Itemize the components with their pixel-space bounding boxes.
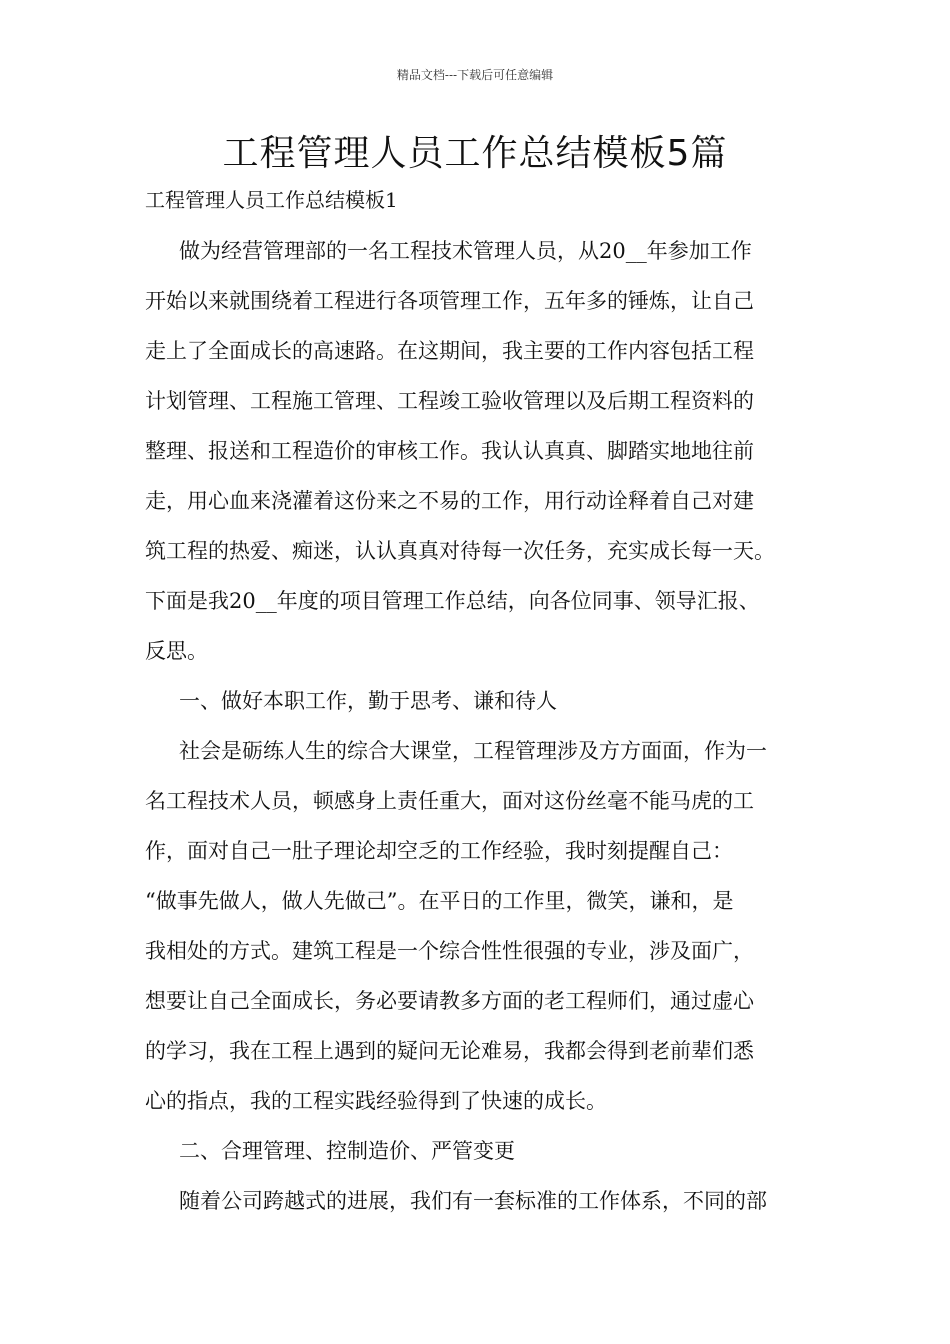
text-line: 名工程技术人员，顿感身上责任重大，面对这份丝毫不能马虎的工	[145, 789, 754, 813]
text-line: 筑工程的热爱、痴迷，认认真真对待每一次任务，充实成长每一天。	[145, 539, 775, 563]
header-note: 精品文档---下载后可任意编辑	[396, 68, 554, 82]
text-line: 二、合理管理、控制造价、严管变更	[179, 1139, 515, 1163]
text-line: 想要让自己全面成长，务必要请教多方面的老工程师们，通过虚心	[145, 989, 754, 1013]
text-line: 心的指点，我的工程实践经验得到了快速的成长。	[145, 1089, 607, 1113]
text-line: 计划管理、工程施工管理、工程竣工验收管理以及后期工程资料的	[145, 389, 754, 413]
text-line: 下面是我20__年度的项目管理工作总结，向各位同事、领导汇报、	[145, 589, 760, 613]
text-line: 随着公司跨越式的进展，我们有一套标准的工作体系，不同的部	[179, 1189, 767, 1213]
document-title: 工程管理人员工作总结模板5篇	[222, 133, 728, 174]
text-line: “做事先做人，做人先做己”。在平日的工作里，微笑，谦和，是	[145, 889, 734, 913]
section-label: 工程管理人员工作总结模板1	[145, 188, 398, 212]
text-line: 做为经营管理部的一名工程技术管理人员，从20__年参加工作	[179, 239, 752, 263]
text-line: 走，用心血来浇灌着这份来之不易的工作，用行动诠释着自己对建	[145, 489, 754, 513]
text-line: 一、做好本职工作，勤于思考、谦和待人	[179, 689, 557, 713]
text-line: 我相处的方式。建筑工程是一个综合性性很强的专业，涉及面广，	[145, 939, 754, 963]
text-line: 的学习，我在工程上遇到的疑问无论难易，我都会得到老前辈们悉	[145, 1039, 754, 1063]
text-line: 整理、报送和工程造价的审核工作。我认认真真、脚踏实地地往前	[145, 439, 754, 463]
body-text	[145, 236, 825, 1236]
text-line: 开始以来就围绕着工程进行各项管理工作，五年多的锤炼，让自己	[145, 289, 754, 313]
text-line: 走上了全面成长的高速路。在这期间，我主要的工作内容包括工程	[145, 339, 754, 363]
text-line: 反思。	[145, 639, 208, 663]
text-line: 作，面对自己一肚子理论却空乏的工作经验，我时刻提醒自己：	[145, 839, 733, 863]
text-line: 社会是砺练人生的综合大课堂，工程管理涉及方方面面，作为一	[179, 739, 767, 763]
